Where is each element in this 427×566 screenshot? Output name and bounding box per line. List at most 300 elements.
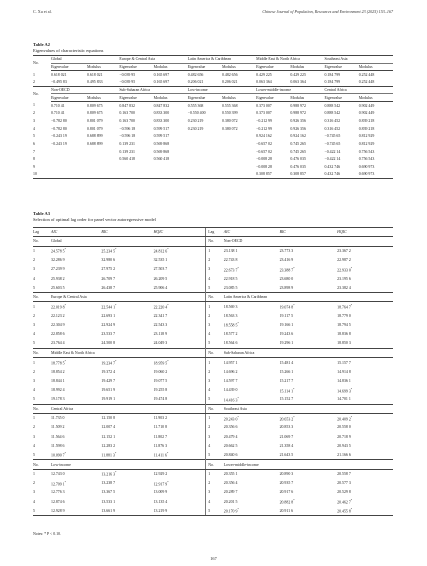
table-cell: 0.809 675: [87, 111, 103, 116]
table-cell: 0.988 972: [290, 103, 306, 108]
table-cell: 18.558 5*: [223, 322, 239, 328]
group-name-right: Southeast Asia: [224, 404, 393, 413]
table-cell: 14.416 3*: [223, 396, 239, 402]
table-cell: 19.429 7: [101, 378, 116, 383]
col-header: Eigenvalue: [51, 63, 87, 71]
table-cell: [188, 163, 222, 171]
table-cell: 23.388 7*: [279, 266, 295, 272]
running-header-authors: C. Xu et al.: [33, 9, 52, 14]
group-name-left: Europe & Central Asia: [51, 293, 206, 302]
no-header: No.: [33, 56, 51, 71]
table-cell: 0.476 035: [290, 164, 306, 169]
table-cell: 0.839 218: [358, 118, 375, 123]
table-cell: 12.150 8: [101, 416, 116, 421]
table-cell: 3: [33, 434, 35, 439]
table-cell: 0.710 41: [51, 111, 65, 116]
table-cell: 3: [33, 267, 35, 272]
table-cell: 0.063 364: [290, 80, 306, 85]
subheader-row: [33, 63, 393, 71]
table-cell: 0.373 007: [256, 111, 272, 116]
table-cell: 22.987 2: [337, 258, 351, 263]
table-cell: [51, 163, 87, 171]
table-cell: 0.688 899: [87, 134, 103, 139]
table-cell: 12.929 2: [153, 472, 168, 477]
table-cell: 22.743 8: [223, 258, 238, 263]
table-cell: 20.356 6: [223, 425, 238, 430]
group-header: Middle East & North Africa: [256, 56, 324, 64]
table-cell: 25.234 5*: [101, 248, 117, 254]
table-cell: [119, 171, 153, 179]
table-cell: 25.906 4: [153, 285, 168, 290]
table-cell: [188, 140, 222, 148]
table-a3-title: Selection of optimal lag order for panel vector autoregressive model: [33, 216, 156, 222]
table-cell: 0.429 225: [290, 72, 306, 77]
table-row: [33, 163, 393, 171]
table-cell: 20.662 5: [223, 443, 238, 448]
table-cell: 0.801 079: [87, 126, 103, 131]
table-cell: 0.560 418: [153, 157, 170, 162]
col-header: Modulus: [359, 63, 393, 71]
table-cell: 19.166 1: [279, 323, 294, 328]
table-cell: 15.114 1*: [279, 387, 295, 393]
table-cell: 5: [33, 134, 35, 139]
table-cell: 1: [33, 416, 35, 421]
table-cell: 1: [33, 72, 35, 77]
table-cell: 19.117 5: [279, 313, 294, 318]
table-cell: 4: [206, 441, 224, 450]
table-cell: 11.509 2: [51, 425, 65, 430]
table-cell: 0.710 41: [51, 103, 65, 108]
subheader-row: [33, 94, 393, 102]
table-cell: 0.745 265: [290, 149, 306, 154]
table-cell: 18.854 2: [51, 369, 65, 374]
table-cell: 4: [33, 499, 35, 504]
table-row: [33, 246, 393, 255]
table-cell: 0.924 162: [256, 134, 272, 139]
table-row: [33, 330, 393, 339]
table-row: [33, 148, 393, 156]
table-row: [33, 441, 393, 450]
table-cell: 0.165 697: [153, 72, 170, 77]
table-cell: 0.380 072: [221, 126, 238, 131]
col-header: Eigenvalue: [51, 94, 87, 102]
table-cell: 0.809 675: [87, 103, 103, 108]
table-cell: 12.152 1: [101, 434, 116, 439]
no-label: No.: [206, 293, 224, 302]
table-cell: 0.163 700: [119, 111, 135, 116]
table-cell: 14.696 2: [223, 369, 238, 374]
group-header-row: [33, 56, 393, 64]
group-row: [33, 460, 393, 469]
group-header: Central Africa: [325, 86, 393, 94]
table-cell: 5: [206, 506, 224, 515]
table-cell: 3: [33, 490, 35, 495]
table-cell: 0.308 857: [256, 171, 290, 179]
no-label: No.: [33, 348, 51, 357]
table-cell: 0.555 368: [187, 103, 204, 108]
table-cell: 23.773 3: [279, 248, 294, 253]
table-cell: 23.382 4: [337, 285, 351, 290]
no-header: No.: [33, 86, 51, 101]
group-row: [33, 348, 393, 357]
table-cell: 13.219 9: [154, 506, 206, 515]
table-cell: 19.296 1: [279, 341, 294, 346]
group-row: [33, 293, 393, 302]
table-row: [33, 488, 393, 497]
table-cell: 4: [33, 388, 35, 393]
table-cell: −0.657 02: [256, 149, 272, 154]
table-cell: 4: [206, 386, 224, 395]
table-cell: [222, 140, 256, 148]
table-cell: 11.411 6*: [153, 452, 169, 458]
table-cell: 23.533 7: [101, 332, 116, 337]
group-header: Southeast Asia: [325, 56, 393, 64]
table-cell: 4: [33, 443, 35, 448]
table-row: [33, 265, 393, 274]
table-cell: 23.898 9: [279, 285, 294, 290]
table-cell: 22.673 7*: [223, 266, 239, 272]
table-cell: 18.563 3: [223, 313, 238, 318]
table-cell: 1: [33, 360, 35, 365]
table-cell: 0.252 448: [358, 80, 375, 85]
table-cell: 32.535 1: [153, 258, 168, 263]
table-cell: 22.304 9: [51, 323, 65, 328]
table-cell: 0.560 418: [119, 157, 135, 162]
table-cell: 23.367 2: [337, 248, 351, 253]
table-cell: 1: [206, 302, 224, 311]
table-row: [33, 386, 393, 395]
table-cell: 10: [33, 171, 51, 179]
table-cell: [188, 155, 222, 163]
table-cell: 21.643 5: [279, 453, 294, 458]
table-cell: 4: [206, 274, 224, 283]
column-header-row: [33, 228, 393, 237]
table-cell: 0.690 973: [358, 164, 375, 169]
table-cell: 7: [33, 149, 35, 154]
table-cell: 0.184 799: [324, 72, 341, 77]
col-header: Modulus: [222, 63, 256, 71]
table-cell: −0.422 14: [324, 157, 341, 162]
table-cell: 2: [206, 367, 224, 376]
table-cell: 0.139 231: [119, 141, 135, 146]
no-label: No.: [33, 293, 51, 302]
table-cell: 5: [33, 453, 35, 458]
table-row: [33, 102, 393, 110]
table-cell: 22.924 9: [101, 323, 116, 328]
table-cell: 0.839 218: [358, 126, 375, 131]
table-cell: 22.858 6: [51, 332, 65, 337]
table-cell: −0.596 18: [119, 134, 136, 139]
table-cell: 23.085 5: [223, 285, 238, 290]
table-cell: 0.308 857: [290, 171, 324, 179]
table-cell: 12.776 3: [51, 490, 65, 495]
table-cell: −0.422 14: [324, 149, 341, 154]
table-cell: 22.019 8*: [51, 304, 67, 310]
table-cell: 4: [206, 497, 224, 506]
table-cell: 2: [206, 479, 224, 488]
table-cell: [51, 155, 87, 163]
table-cell: 18.778 5*: [51, 359, 67, 366]
table-cell: 0.812 929: [358, 141, 375, 146]
group-name-left: Global: [51, 237, 206, 246]
table-cell: 19.651 9: [101, 388, 116, 393]
table-cell: 26.709 7: [101, 276, 116, 281]
table-row: [33, 320, 393, 329]
table-a3-label: Table A3: [33, 211, 50, 216]
col-header: BIC: [280, 228, 338, 237]
table-cell: 3: [206, 376, 224, 385]
table-row: [33, 109, 393, 117]
table-row: [33, 451, 393, 460]
table-cell: 22.544 1*: [101, 304, 117, 310]
table-cell: 12.283 2: [101, 443, 116, 448]
table-cell: [154, 163, 188, 171]
col-header: Modulus: [87, 94, 119, 102]
table-cell: [87, 148, 119, 156]
table-cell: 10.090 7*: [51, 452, 67, 458]
running-header-journal: Chinese Journal of Population, Resources and Environment 23 (2025) 153–167: [262, 9, 393, 14]
page-number: 167: [210, 556, 217, 561]
no-label: No.: [33, 404, 51, 413]
no-label: No.: [33, 460, 51, 469]
table-row: [33, 283, 393, 292]
table-cell: 0.756 543: [358, 157, 375, 162]
table-cell: 13.009 9: [153, 490, 168, 495]
table-cell: 19.474 8: [153, 397, 168, 402]
table-cell: −0.495 83: [51, 80, 67, 85]
table-a2-caption: [33, 42, 103, 53]
table-cell: 23.138 1: [223, 248, 238, 253]
table-cell: 19.060 2: [153, 369, 168, 374]
table-cell: 3: [33, 118, 35, 123]
table-cell: 23.195 6: [337, 276, 351, 281]
table-cell: 0.432 746: [324, 164, 341, 169]
table-cell: 0.801 079: [87, 118, 103, 123]
table-cell: 2: [33, 481, 35, 486]
table-cell: 2: [33, 111, 35, 116]
col-header: Modulus: [290, 63, 324, 71]
table-cell: 12.709 1*: [51, 480, 67, 486]
table-cell: −0.782 80: [51, 118, 67, 123]
table-cell: 0.888 542: [324, 103, 341, 108]
table-cell: 0.373 007: [256, 103, 272, 108]
table-cell: 24.578 5*: [51, 248, 67, 254]
group-name-right: Sub-Saharan Africa: [224, 348, 393, 357]
table-cell: 15.481 4: [279, 360, 294, 365]
table-cell: 22.341 7: [153, 313, 168, 318]
col-header: Eigenvalue: [188, 94, 222, 102]
table-cell: 19.074 8*: [279, 304, 295, 310]
table-cell: 13.238 7: [101, 481, 116, 486]
table-cell: [188, 171, 222, 179]
table-cell: 19.178 3: [51, 397, 65, 402]
table-cell: 0.432 746: [325, 171, 359, 179]
table-row: [33, 311, 393, 320]
table-cell: −0.745 65: [324, 134, 341, 139]
table-cell: 1: [33, 472, 35, 477]
table-cell: 5: [206, 339, 224, 348]
table-row: [33, 155, 393, 163]
table-cell: 0.924 162: [290, 134, 306, 139]
table-row: [33, 432, 393, 441]
table-cell: 3: [206, 432, 224, 441]
table-row: [33, 117, 393, 125]
table-cell: −0.212 99: [256, 126, 272, 131]
table-cell: 23.118 9: [153, 332, 168, 337]
table-cell: 0.230 219: [187, 118, 204, 123]
table-cell: 5: [206, 451, 224, 460]
table-cell: 3: [206, 265, 224, 274]
table-row: [33, 367, 393, 376]
table-cell: 26.438 7: [101, 285, 116, 290]
table-cell: [188, 132, 222, 140]
table-cell: 20.718 9: [337, 434, 351, 439]
table-cell: 14.957 1: [223, 360, 238, 365]
table-row: [33, 302, 393, 311]
col-header: Modulus: [154, 94, 188, 102]
table-row: [33, 171, 393, 179]
table-cell: 12.917 9*: [153, 480, 169, 486]
table-cell: 23.680 0: [279, 276, 294, 281]
table-cell: 5: [33, 397, 35, 402]
table-cell: 13.661 9: [101, 506, 153, 515]
table-cell: 0.988 972: [290, 111, 306, 116]
table-cell: 0.163 700: [119, 118, 135, 123]
table-cell: 0.476 035: [290, 157, 306, 162]
no-label: No.: [33, 237, 51, 246]
table-cell: 14.701 1: [337, 397, 351, 402]
table-cell: 4: [33, 126, 35, 131]
col-header: Eigenvalue: [256, 94, 290, 102]
table-cell: 23.416 9: [279, 258, 294, 263]
table-cell: 15.217 7: [279, 378, 294, 383]
table-cell: 0.429 225: [256, 72, 272, 77]
table-cell: −0.596 18: [119, 126, 136, 131]
table-cell: 20.558 7: [337, 472, 351, 477]
table-cell: [119, 163, 153, 171]
table-cell: −0.039 95: [119, 72, 136, 77]
table-a2-title: Eigenvalues of characteristic equations: [33, 47, 104, 53]
table-cell: 20.355 1: [223, 472, 238, 477]
table-cell: [222, 132, 256, 140]
table-cell: 5: [33, 285, 35, 290]
table-cell: 32.286 9: [51, 258, 65, 263]
table-cell: 18.764 7*: [337, 304, 353, 310]
table-cell: 0.599 517: [153, 134, 170, 139]
table-cell: 19.243 6: [279, 332, 294, 337]
table-cell: 25.938 2: [51, 276, 65, 281]
table-cell: 0.745 265: [290, 141, 306, 146]
table-row: [33, 358, 393, 367]
table-row: [33, 71, 393, 79]
table-cell: 5: [33, 506, 51, 515]
table-cell: 20.455 8*: [337, 506, 393, 515]
table-cell: 1: [206, 413, 224, 422]
col-header: Eigenvalue: [188, 63, 222, 71]
table-cell: 0.847 832: [153, 103, 170, 108]
table-cell: 12.928 9: [51, 506, 101, 515]
table-cell: 2: [206, 311, 224, 320]
col-header: Lag: [33, 228, 51, 237]
group-name-left: Central Africa: [51, 404, 206, 413]
table-cell: 2: [206, 423, 224, 432]
table-cell: 5: [206, 395, 224, 404]
table-cell: 20.653 2*: [279, 415, 295, 421]
col-header: AIC: [224, 228, 280, 237]
table-cell: −0.745 65: [324, 141, 341, 146]
table-cell: 0.252 448: [358, 72, 375, 77]
table-cell: [87, 155, 119, 163]
table-cell: 4: [33, 332, 35, 337]
table-cell: [222, 148, 256, 156]
table-cell: 0.482 656: [221, 72, 238, 77]
table-cell: [51, 171, 87, 179]
table-a3-note: Notes: * P < 0.10.: [33, 532, 61, 536]
table-cell: 21.069 7: [279, 434, 294, 439]
table-cell: [222, 171, 256, 179]
table-cell: 19.372 4: [101, 369, 116, 374]
table-cell: [188, 148, 222, 156]
no-label: No.: [206, 237, 224, 246]
table-cell: 2: [206, 255, 224, 264]
table-cell: 0.833 300: [153, 111, 170, 116]
table-cell: [87, 171, 119, 179]
table-cell: 11.876 3: [153, 443, 168, 448]
table-cell: −0.008 28: [256, 164, 272, 169]
table-cell: 3: [33, 323, 35, 328]
table-cell: 0.230 219: [187, 126, 204, 131]
table-cell: 5: [33, 341, 35, 346]
table-cell: 18.794 5: [337, 323, 351, 328]
table-cell: 15.157 7: [337, 360, 351, 365]
table-cell: 18.577 2: [223, 332, 238, 337]
table-cell: 27.975 2: [101, 267, 116, 272]
table-cell: 21.358 4: [279, 443, 294, 448]
group-name-left: Low-income: [51, 460, 206, 469]
table-cell: 18.569 3: [223, 304, 238, 309]
no-label: No.: [206, 348, 224, 357]
table-cell: 0.688 899: [87, 141, 103, 146]
group-row: [33, 237, 393, 246]
table-cell: −0.243 19: [51, 141, 67, 146]
table-cell: 0.380 072: [221, 118, 238, 123]
table-cell: 0.139 231: [119, 149, 135, 154]
table-cell: 0.063 364: [256, 80, 272, 85]
col-header: Eigenvalue: [119, 94, 153, 102]
col-header: Eigenvalue: [256, 63, 290, 71]
table-cell: 0.569 868: [153, 141, 170, 146]
table-cell: 20.943 5: [337, 443, 351, 448]
table-cell: 11.735 0: [51, 416, 65, 421]
col-header: Eigenvalue: [325, 63, 359, 71]
table-cell: 19.234 7*: [101, 359, 117, 366]
table-cell: 26.209 5: [153, 276, 168, 281]
table-cell: 20.577 3: [337, 481, 351, 486]
col-header: AIC: [51, 228, 101, 237]
table-cell: 0.482 656: [187, 72, 204, 77]
table-cell: 0.206 021: [221, 80, 238, 85]
table-row: [33, 132, 393, 140]
col-header: Eigenvalue: [119, 63, 153, 71]
table-cell: 25.603 5: [51, 285, 65, 290]
table-cell: 18.564 6: [223, 341, 238, 346]
table-cell: 11.903 2: [153, 416, 168, 421]
table-row: [33, 274, 393, 283]
table-cell: 0.756 543: [358, 149, 375, 154]
col-header: Modulus: [222, 94, 256, 102]
table-cell: 20.529 8: [337, 490, 351, 495]
table-cell: 0.926 356: [290, 118, 306, 123]
